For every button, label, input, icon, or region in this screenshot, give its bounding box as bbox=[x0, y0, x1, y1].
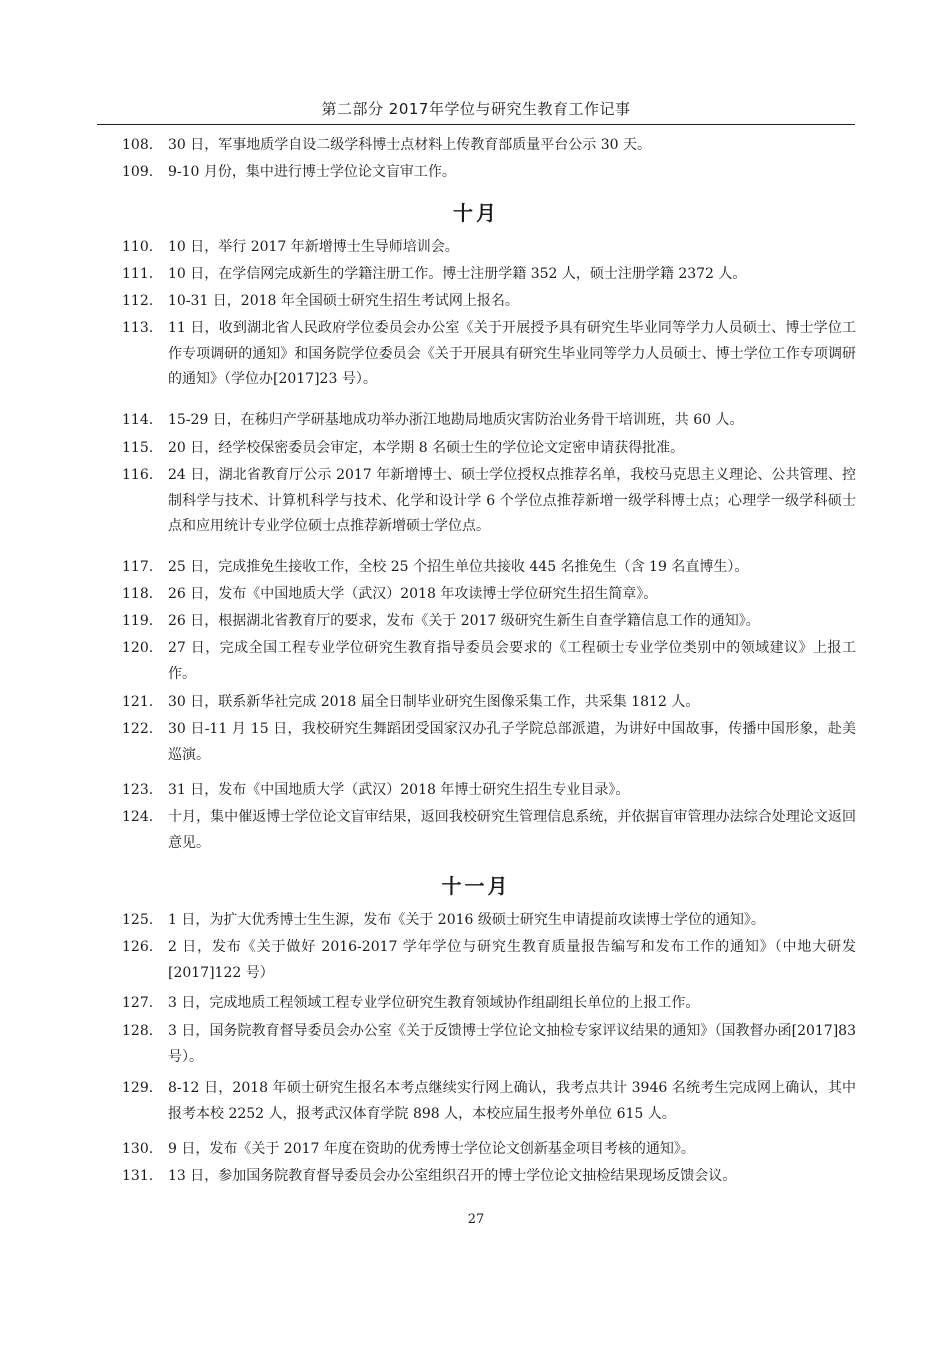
item-text: 3 日，国务院教育督导委员会办公室《关于反馈博士学位论文抽检专家评议结果的通知》（国教督办函[2017]83 号）。 bbox=[168, 1023, 856, 1065]
item-number: 110. bbox=[122, 239, 154, 255]
item-number: 122. bbox=[122, 721, 154, 737]
item-text: 30 日，军事地质学自设二级学科博士点材料上传教育部质量平台公示 30 天。 bbox=[168, 137, 651, 153]
item-number: 112. bbox=[122, 293, 154, 309]
header-divider bbox=[97, 124, 855, 125]
item-text: 9 日，发布《关于 2017 年度在资助的优秀博士学位论文创新基金项目考核的通知》。 bbox=[168, 1141, 695, 1157]
item-text: 25 日，完成推免生接收工作，全校 25 个招生单位共接收 445 名推免生（含 19 名直博生）。 bbox=[168, 559, 749, 575]
item-number: 127. bbox=[122, 995, 154, 1011]
item-number: 123. bbox=[122, 782, 154, 798]
item-text: 13 日，参加国务院教育督导委员会办公室组织召开的博士学位论文抽检结果现场反馈会议。 bbox=[168, 1168, 737, 1184]
item-text: 2 日，发布《关于做好 2016-2017 学年学位与研究生教育质量报告编写和发布工作的通知》（中地大研发[2017]122 号） bbox=[168, 939, 856, 981]
item-number: 117. bbox=[122, 559, 154, 575]
item-text: 27 日，完成全国工程专业学位研究生教育指导委员会要求的《工程硕士专业学位类别中的领域建议》上报工作。 bbox=[168, 640, 856, 682]
month-heading: 十月 bbox=[453, 201, 499, 225]
month-heading: 十一月 bbox=[441, 874, 511, 898]
item-number: 126. bbox=[122, 939, 154, 955]
item-number: 118. bbox=[122, 586, 154, 602]
item-text: 26 日，根据湖北省教育厅的要求，发布《关于 2017 级研究生新生自查学籍信息工作的通知》。 bbox=[168, 613, 760, 629]
item-number: 114. bbox=[122, 412, 154, 428]
page-number: 27 bbox=[467, 1212, 485, 1227]
item-number: 111. bbox=[122, 266, 154, 282]
item-text: 10-31 日，2018 年全国硕士研究生招生考试网上报名。 bbox=[168, 293, 519, 309]
item-number: 108. bbox=[122, 137, 154, 153]
item-number: 129. bbox=[122, 1080, 154, 1096]
item-number: 131. bbox=[122, 1168, 154, 1184]
item-text: 10 日，在学信网完成新生的学籍注册工作。博士注册学籍 352 人，硕士注册学籍 2372 人。 bbox=[168, 266, 747, 282]
running-header: 第二部分 2017年学位与研究生教育工作记事 bbox=[321, 100, 631, 118]
item-text: 9-10 月份，集中进行博士学位论文盲审工作。 bbox=[168, 164, 456, 180]
item-number: 125. bbox=[122, 912, 154, 928]
item-text: 1 日，为扩大优秀博士生生源，发布《关于 2016 级硕士研究生申请提前攻读博士学位的通知》。 bbox=[168, 912, 765, 928]
item-text: 30 日，联系新华社完成 2018 届全日制毕业研究生图像采集工作，共采集 1812 人。 bbox=[168, 694, 700, 710]
item-text: 24 日，湖北省教育厅公示 2017 年新增博士、硕士学位授权点推荐名单，我校马克思主义理论、公共管理、控制科学与技术、计算机科学与技术、化学和设计学 6 个学位点推荐新增一级学科博士点；心理学一级学科硕士点和应用统计专业学位硕士点推荐新增硕士学位点。 bbox=[168, 467, 856, 534]
item-text: 20 日，经学校保密委员会审定，本学期 8 名硕士生的学位论文定密申请获得批准。 bbox=[168, 440, 685, 456]
item-text: 3 日，完成地质工程领域工程专业学位研究生教育领域协作组副组长单位的上报工作。 bbox=[168, 995, 700, 1011]
item-number: 113. bbox=[122, 320, 154, 336]
item-number: 121. bbox=[122, 694, 154, 710]
item-text: 26 日，发布《中国地质大学（武汉）2018 年攻读博士学位研究生招生简章》。 bbox=[168, 586, 658, 602]
item-number: 124. bbox=[122, 809, 154, 825]
item-number: 116. bbox=[122, 467, 154, 483]
item-text: 15-29 日，在秭归产学研基地成功举办浙江地勘局地质灾害防治业务骨干培训班，共 60 人。 bbox=[168, 412, 744, 428]
item-text: 十月，集中催返博士学位论文盲审结果，返回我校研究生管理信息系统，并依据盲审管理办法综合处理论文返回意见。 bbox=[168, 809, 856, 851]
item-number: 120. bbox=[122, 640, 154, 656]
item-number: 119. bbox=[122, 613, 154, 629]
item-number: 115. bbox=[122, 440, 154, 456]
item-number: 109. bbox=[122, 164, 154, 180]
item-text: 8-12 日，2018 年硕士研究生报名本考点继续实行网上确认，我考点共计 3946 名统考生完成网上确认，其中报考本校 2252 人，报考武汉体育学院 898 人，本校应届生报考外单位 615 人。 bbox=[168, 1080, 856, 1122]
item-number: 128. bbox=[122, 1023, 154, 1039]
item-text: 11 日，收到湖北省人民政府学位委员会办公室《关于开展授予具有研究生毕业同等学力人员硕士、博士学位工作专项调研的通知》和国务院学位委员会《关于开展具有研究生毕业同等学力人员硕士、博士学位工作专项调研的通知》（学位办[2017]23 号）。 bbox=[168, 320, 856, 387]
item-text: 30 日-11 月 15 日，我校研究生舞蹈团受国家汉办孔子学院总部派遣，为讲好中国故事，传播中国形象，赴美巡演。 bbox=[168, 721, 856, 763]
item-text: 10 日，举行 2017 年新增博士生导师培训会。 bbox=[168, 239, 459, 255]
item-number: 130. bbox=[122, 1141, 154, 1157]
item-text: 31 日，发布《中国地质大学（武汉）2018 年博士研究生招生专业目录》。 bbox=[168, 782, 630, 798]
